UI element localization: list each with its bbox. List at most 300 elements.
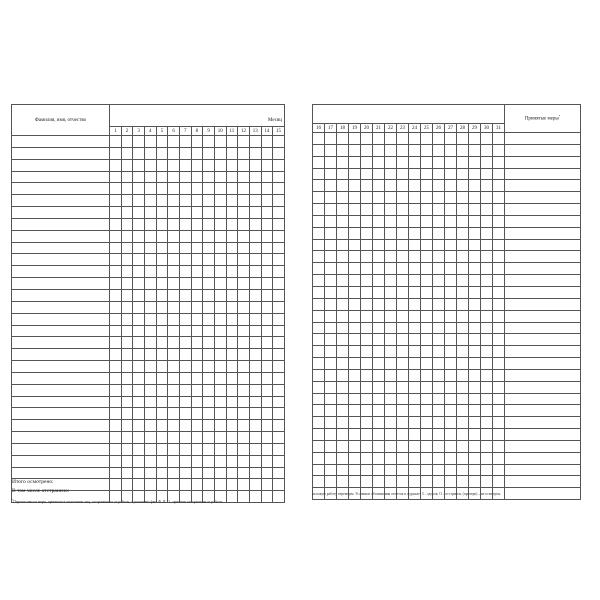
- table-cell[interactable]: [191, 443, 203, 455]
- table-cell[interactable]: [168, 313, 180, 325]
- table-cell[interactable]: [191, 183, 203, 195]
- table-cell[interactable]: [168, 136, 180, 148]
- table-cell[interactable]: [349, 440, 361, 452]
- table-cell[interactable]: [191, 242, 203, 254]
- table-cell[interactable]: [261, 443, 273, 455]
- table-cell[interactable]: [433, 429, 445, 441]
- table-cell[interactable]: [156, 230, 168, 242]
- table-cell[interactable]: [337, 251, 349, 263]
- table-cell[interactable]: [493, 192, 505, 204]
- table-cell[interactable]: [385, 168, 397, 180]
- table-cell[interactable]: [203, 207, 215, 219]
- table-cell[interactable]: [433, 381, 445, 393]
- table-cell[interactable]: [457, 133, 469, 145]
- table-cell[interactable]: [179, 230, 191, 242]
- table-cell[interactable]: [313, 440, 325, 452]
- table-cell[interactable]: [179, 337, 191, 349]
- table-cell[interactable]: [273, 278, 285, 290]
- table-cell[interactable]: [249, 420, 261, 432]
- table-cell[interactable]: [313, 227, 325, 239]
- table-cell[interactable]: [409, 322, 421, 334]
- table-cell[interactable]: [421, 334, 433, 346]
- table-cell[interactable]: [249, 171, 261, 183]
- table-cell[interactable]: [179, 455, 191, 467]
- table-cell[interactable]: [203, 278, 215, 290]
- table-cell[interactable]: [203, 361, 215, 373]
- table-cell[interactable]: [325, 429, 337, 441]
- table-cell[interactable]: [337, 381, 349, 393]
- table-cell[interactable]: [421, 452, 433, 464]
- table-cell[interactable]: [445, 168, 457, 180]
- table-cell[interactable]: [273, 467, 285, 479]
- table-cell[interactable]: [121, 147, 133, 159]
- table-cell[interactable]: [144, 443, 156, 455]
- table-cell[interactable]: [261, 147, 273, 159]
- table-cell[interactable]: [505, 464, 581, 476]
- table-cell[interactable]: [133, 384, 145, 396]
- table-cell[interactable]: [179, 218, 191, 230]
- table-cell[interactable]: [156, 372, 168, 384]
- table-cell[interactable]: [409, 369, 421, 381]
- table-cell[interactable]: [121, 289, 133, 301]
- table-cell[interactable]: [337, 298, 349, 310]
- table-cell[interactable]: [385, 322, 397, 334]
- table-cell[interactable]: [361, 227, 373, 239]
- table-cell[interactable]: [481, 381, 493, 393]
- table-cell[interactable]: [493, 298, 505, 310]
- table-cell[interactable]: [397, 263, 409, 275]
- table-cell[interactable]: [12, 396, 110, 408]
- table-cell[interactable]: [12, 455, 110, 467]
- table-cell[interactable]: [421, 346, 433, 358]
- table-cell[interactable]: [168, 396, 180, 408]
- table-cell[interactable]: [445, 286, 457, 298]
- table-cell[interactable]: [121, 159, 133, 171]
- table-cell[interactable]: [133, 207, 145, 219]
- table-cell[interactable]: [469, 192, 481, 204]
- table-cell[interactable]: [385, 393, 397, 405]
- table-cell[interactable]: [325, 275, 337, 287]
- table-cell[interactable]: [457, 275, 469, 287]
- table-cell[interactable]: [238, 361, 250, 373]
- table-cell[interactable]: [203, 289, 215, 301]
- table-cell[interactable]: [121, 479, 133, 491]
- table-cell[interactable]: [238, 230, 250, 242]
- table-cell[interactable]: [273, 242, 285, 254]
- table-cell[interactable]: [238, 467, 250, 479]
- table-cell[interactable]: [457, 440, 469, 452]
- table-cell[interactable]: [133, 467, 145, 479]
- table-cell[interactable]: [110, 455, 122, 467]
- table-cell[interactable]: [481, 417, 493, 429]
- table-cell[interactable]: [385, 334, 397, 346]
- table-cell[interactable]: [349, 358, 361, 370]
- table-cell[interactable]: [273, 455, 285, 467]
- table-cell[interactable]: [313, 204, 325, 216]
- table-cell[interactable]: [421, 369, 433, 381]
- table-cell[interactable]: [249, 207, 261, 219]
- table-cell[interactable]: [409, 405, 421, 417]
- table-cell[interactable]: [121, 396, 133, 408]
- table-cell[interactable]: [121, 230, 133, 242]
- table-cell[interactable]: [226, 479, 238, 491]
- table-cell[interactable]: [12, 432, 110, 444]
- table-cell[interactable]: [493, 440, 505, 452]
- table-cell[interactable]: [203, 443, 215, 455]
- table-cell[interactable]: [385, 381, 397, 393]
- table-cell[interactable]: [12, 183, 110, 195]
- table-cell[interactable]: [481, 369, 493, 381]
- table-cell[interactable]: [144, 384, 156, 396]
- table-cell[interactable]: [397, 215, 409, 227]
- table-cell[interactable]: [445, 381, 457, 393]
- table-cell[interactable]: [226, 361, 238, 373]
- table-cell[interactable]: [203, 136, 215, 148]
- table-cell[interactable]: [226, 278, 238, 290]
- table-cell[interactable]: [481, 298, 493, 310]
- table-cell[interactable]: [203, 171, 215, 183]
- table-cell[interactable]: [156, 408, 168, 420]
- table-cell[interactable]: [493, 275, 505, 287]
- table-cell[interactable]: [144, 467, 156, 479]
- table-cell[interactable]: [168, 242, 180, 254]
- table-cell[interactable]: [214, 242, 226, 254]
- table-cell[interactable]: [469, 452, 481, 464]
- table-cell[interactable]: [481, 358, 493, 370]
- table-cell[interactable]: [214, 455, 226, 467]
- table-cell[interactable]: [445, 393, 457, 405]
- table-cell[interactable]: [457, 168, 469, 180]
- table-cell[interactable]: [361, 322, 373, 334]
- table-cell[interactable]: [133, 420, 145, 432]
- table-cell[interactable]: [313, 168, 325, 180]
- table-cell[interactable]: [361, 263, 373, 275]
- table-cell[interactable]: [505, 286, 581, 298]
- table-cell[interactable]: [481, 168, 493, 180]
- table-cell[interactable]: [325, 251, 337, 263]
- table-cell[interactable]: [238, 147, 250, 159]
- table-cell[interactable]: [433, 204, 445, 216]
- table-cell[interactable]: [261, 361, 273, 373]
- table-cell[interactable]: [156, 254, 168, 266]
- table-cell[interactable]: [226, 242, 238, 254]
- table-cell[interactable]: [505, 251, 581, 263]
- table-cell[interactable]: [214, 266, 226, 278]
- table-cell[interactable]: [249, 479, 261, 491]
- table-cell[interactable]: [313, 156, 325, 168]
- table-cell[interactable]: [168, 289, 180, 301]
- table-cell[interactable]: [121, 325, 133, 337]
- table-cell[interactable]: [493, 381, 505, 393]
- table-cell[interactable]: [361, 180, 373, 192]
- table-cell[interactable]: [373, 168, 385, 180]
- table-cell[interactable]: [214, 432, 226, 444]
- table-cell[interactable]: [121, 136, 133, 148]
- table-cell[interactable]: [249, 384, 261, 396]
- table-cell[interactable]: [337, 180, 349, 192]
- table-cell[interactable]: [469, 405, 481, 417]
- table-cell[interactable]: [249, 278, 261, 290]
- table-cell[interactable]: [214, 289, 226, 301]
- table-cell[interactable]: [179, 467, 191, 479]
- table-cell[interactable]: [156, 289, 168, 301]
- table-cell[interactable]: [133, 313, 145, 325]
- table-cell[interactable]: [325, 286, 337, 298]
- table-cell[interactable]: [421, 310, 433, 322]
- table-cell[interactable]: [261, 408, 273, 420]
- table-cell[interactable]: [110, 337, 122, 349]
- table-cell[interactable]: [505, 180, 581, 192]
- table-cell[interactable]: [313, 429, 325, 441]
- table-cell[interactable]: [361, 417, 373, 429]
- table-cell[interactable]: [261, 207, 273, 219]
- table-cell[interactable]: [397, 346, 409, 358]
- table-cell[interactable]: [337, 192, 349, 204]
- table-cell[interactable]: [505, 452, 581, 464]
- table-cell[interactable]: [238, 384, 250, 396]
- table-cell[interactable]: [273, 491, 285, 503]
- table-cell[interactable]: [337, 168, 349, 180]
- table-cell[interactable]: [273, 136, 285, 148]
- table-cell[interactable]: [445, 251, 457, 263]
- table-cell[interactable]: [349, 239, 361, 251]
- table-cell[interactable]: [385, 204, 397, 216]
- table-cell[interactable]: [421, 358, 433, 370]
- table-cell[interactable]: [409, 275, 421, 287]
- table-cell[interactable]: [261, 420, 273, 432]
- table-cell[interactable]: [249, 337, 261, 349]
- table-cell[interactable]: [313, 346, 325, 358]
- table-cell[interactable]: [226, 325, 238, 337]
- table-cell[interactable]: [179, 207, 191, 219]
- table-cell[interactable]: [421, 133, 433, 145]
- table-cell[interactable]: [313, 263, 325, 275]
- table-cell[interactable]: [337, 440, 349, 452]
- table-cell[interactable]: [168, 443, 180, 455]
- table-cell[interactable]: [226, 313, 238, 325]
- table-cell[interactable]: [409, 417, 421, 429]
- table-cell[interactable]: [325, 180, 337, 192]
- table-cell[interactable]: [493, 429, 505, 441]
- table-cell[interactable]: [191, 455, 203, 467]
- table-cell[interactable]: [325, 440, 337, 452]
- table-cell[interactable]: [238, 396, 250, 408]
- table-cell[interactable]: [12, 337, 110, 349]
- table-cell[interactable]: [121, 218, 133, 230]
- table-cell[interactable]: [325, 381, 337, 393]
- table-cell[interactable]: [168, 325, 180, 337]
- table-cell[interactable]: [110, 159, 122, 171]
- table-cell[interactable]: [337, 358, 349, 370]
- table-cell[interactable]: [121, 420, 133, 432]
- table-cell[interactable]: [191, 254, 203, 266]
- table-cell[interactable]: [249, 443, 261, 455]
- table-cell[interactable]: [133, 455, 145, 467]
- table-cell[interactable]: [261, 384, 273, 396]
- table-cell[interactable]: [273, 479, 285, 491]
- table-cell[interactable]: [121, 349, 133, 361]
- table-cell[interactable]: [156, 136, 168, 148]
- table-cell[interactable]: [133, 396, 145, 408]
- table-cell[interactable]: [133, 443, 145, 455]
- table-cell[interactable]: [203, 349, 215, 361]
- table-cell[interactable]: [156, 361, 168, 373]
- table-cell[interactable]: [214, 218, 226, 230]
- table-cell[interactable]: [12, 443, 110, 455]
- table-cell[interactable]: [273, 384, 285, 396]
- table-cell[interactable]: [110, 183, 122, 195]
- table-cell[interactable]: [385, 275, 397, 287]
- table-cell[interactable]: [144, 349, 156, 361]
- table-cell[interactable]: [144, 313, 156, 325]
- table-cell[interactable]: [373, 440, 385, 452]
- table-cell[interactable]: [273, 254, 285, 266]
- table-cell[interactable]: [313, 251, 325, 263]
- table-cell[interactable]: [505, 156, 581, 168]
- table-cell[interactable]: [433, 334, 445, 346]
- table-cell[interactable]: [214, 479, 226, 491]
- table-cell[interactable]: [361, 476, 373, 488]
- table-cell[interactable]: [179, 171, 191, 183]
- table-cell[interactable]: [238, 408, 250, 420]
- table-cell[interactable]: [505, 275, 581, 287]
- table-cell[interactable]: [214, 384, 226, 396]
- table-cell[interactable]: [433, 298, 445, 310]
- table-cell[interactable]: [179, 313, 191, 325]
- table-cell[interactable]: [361, 286, 373, 298]
- table-cell[interactable]: [249, 301, 261, 313]
- table-cell[interactable]: [168, 372, 180, 384]
- table-cell[interactable]: [226, 230, 238, 242]
- table-cell[interactable]: [110, 443, 122, 455]
- table-cell[interactable]: [249, 242, 261, 254]
- table-cell[interactable]: [261, 242, 273, 254]
- table-cell[interactable]: [469, 251, 481, 263]
- table-cell[interactable]: [433, 476, 445, 488]
- table-cell[interactable]: [457, 251, 469, 263]
- table-cell[interactable]: [168, 455, 180, 467]
- table-cell[interactable]: [397, 369, 409, 381]
- table-cell[interactable]: [12, 266, 110, 278]
- table-cell[interactable]: [144, 372, 156, 384]
- table-cell[interactable]: [12, 289, 110, 301]
- table-cell[interactable]: [445, 440, 457, 452]
- table-cell[interactable]: [325, 358, 337, 370]
- table-cell[interactable]: [337, 369, 349, 381]
- table-cell[interactable]: [273, 171, 285, 183]
- table-cell[interactable]: [493, 133, 505, 145]
- table-cell[interactable]: [12, 254, 110, 266]
- table-cell[interactable]: [12, 171, 110, 183]
- table-cell[interactable]: [214, 408, 226, 420]
- table-cell[interactable]: [121, 408, 133, 420]
- table-cell[interactable]: [361, 192, 373, 204]
- table-cell[interactable]: [168, 195, 180, 207]
- table-cell[interactable]: [110, 254, 122, 266]
- table-cell[interactable]: [238, 301, 250, 313]
- table-cell[interactable]: [397, 168, 409, 180]
- table-cell[interactable]: [121, 301, 133, 313]
- table-cell[interactable]: [110, 266, 122, 278]
- table-cell[interactable]: [373, 322, 385, 334]
- table-cell[interactable]: [273, 313, 285, 325]
- table-cell[interactable]: [313, 322, 325, 334]
- table-cell[interactable]: [469, 168, 481, 180]
- table-cell[interactable]: [421, 192, 433, 204]
- table-cell[interactable]: [481, 215, 493, 227]
- table-cell[interactable]: [373, 286, 385, 298]
- table-cell[interactable]: [156, 455, 168, 467]
- table-cell[interactable]: [214, 136, 226, 148]
- table-cell[interactable]: [214, 195, 226, 207]
- table-cell[interactable]: [397, 180, 409, 192]
- table-cell[interactable]: [226, 136, 238, 148]
- table-cell[interactable]: [168, 467, 180, 479]
- table-cell[interactable]: [409, 215, 421, 227]
- table-cell[interactable]: [481, 429, 493, 441]
- table-cell[interactable]: [226, 207, 238, 219]
- table-cell[interactable]: [249, 266, 261, 278]
- table-cell[interactable]: [203, 337, 215, 349]
- table-cell[interactable]: [238, 325, 250, 337]
- table-cell[interactable]: [226, 218, 238, 230]
- table-cell[interactable]: [214, 171, 226, 183]
- table-cell[interactable]: [433, 358, 445, 370]
- table-cell[interactable]: [373, 144, 385, 156]
- table-cell[interactable]: [385, 417, 397, 429]
- table-cell[interactable]: [457, 393, 469, 405]
- table-cell[interactable]: [397, 310, 409, 322]
- table-cell[interactable]: [144, 171, 156, 183]
- table-cell[interactable]: [313, 464, 325, 476]
- table-cell[interactable]: [325, 405, 337, 417]
- table-cell[interactable]: [226, 420, 238, 432]
- table-cell[interactable]: [373, 429, 385, 441]
- table-cell[interactable]: [238, 420, 250, 432]
- table-cell[interactable]: [421, 417, 433, 429]
- table-cell[interactable]: [361, 251, 373, 263]
- table-cell[interactable]: [121, 254, 133, 266]
- table-cell[interactable]: [144, 230, 156, 242]
- table-cell[interactable]: [445, 346, 457, 358]
- table-cell[interactable]: [469, 369, 481, 381]
- table-cell[interactable]: [191, 349, 203, 361]
- table-cell[interactable]: [238, 432, 250, 444]
- table-cell[interactable]: [191, 171, 203, 183]
- table-cell[interactable]: [337, 322, 349, 334]
- table-cell[interactable]: [493, 358, 505, 370]
- table-cell[interactable]: [433, 227, 445, 239]
- table-cell[interactable]: [110, 195, 122, 207]
- table-cell[interactable]: [226, 384, 238, 396]
- table-cell[interactable]: [493, 322, 505, 334]
- table-cell[interactable]: [226, 467, 238, 479]
- table-cell[interactable]: [469, 298, 481, 310]
- table-cell[interactable]: [156, 195, 168, 207]
- table-cell[interactable]: [373, 204, 385, 216]
- table-cell[interactable]: [493, 346, 505, 358]
- table-cell[interactable]: [373, 346, 385, 358]
- table-cell[interactable]: [349, 334, 361, 346]
- table-cell[interactable]: [409, 358, 421, 370]
- table-cell[interactable]: [481, 346, 493, 358]
- table-cell[interactable]: [168, 408, 180, 420]
- table-cell[interactable]: [214, 301, 226, 313]
- table-cell[interactable]: [226, 337, 238, 349]
- table-cell[interactable]: [397, 156, 409, 168]
- table-cell[interactable]: [133, 136, 145, 148]
- table-cell[interactable]: [110, 420, 122, 432]
